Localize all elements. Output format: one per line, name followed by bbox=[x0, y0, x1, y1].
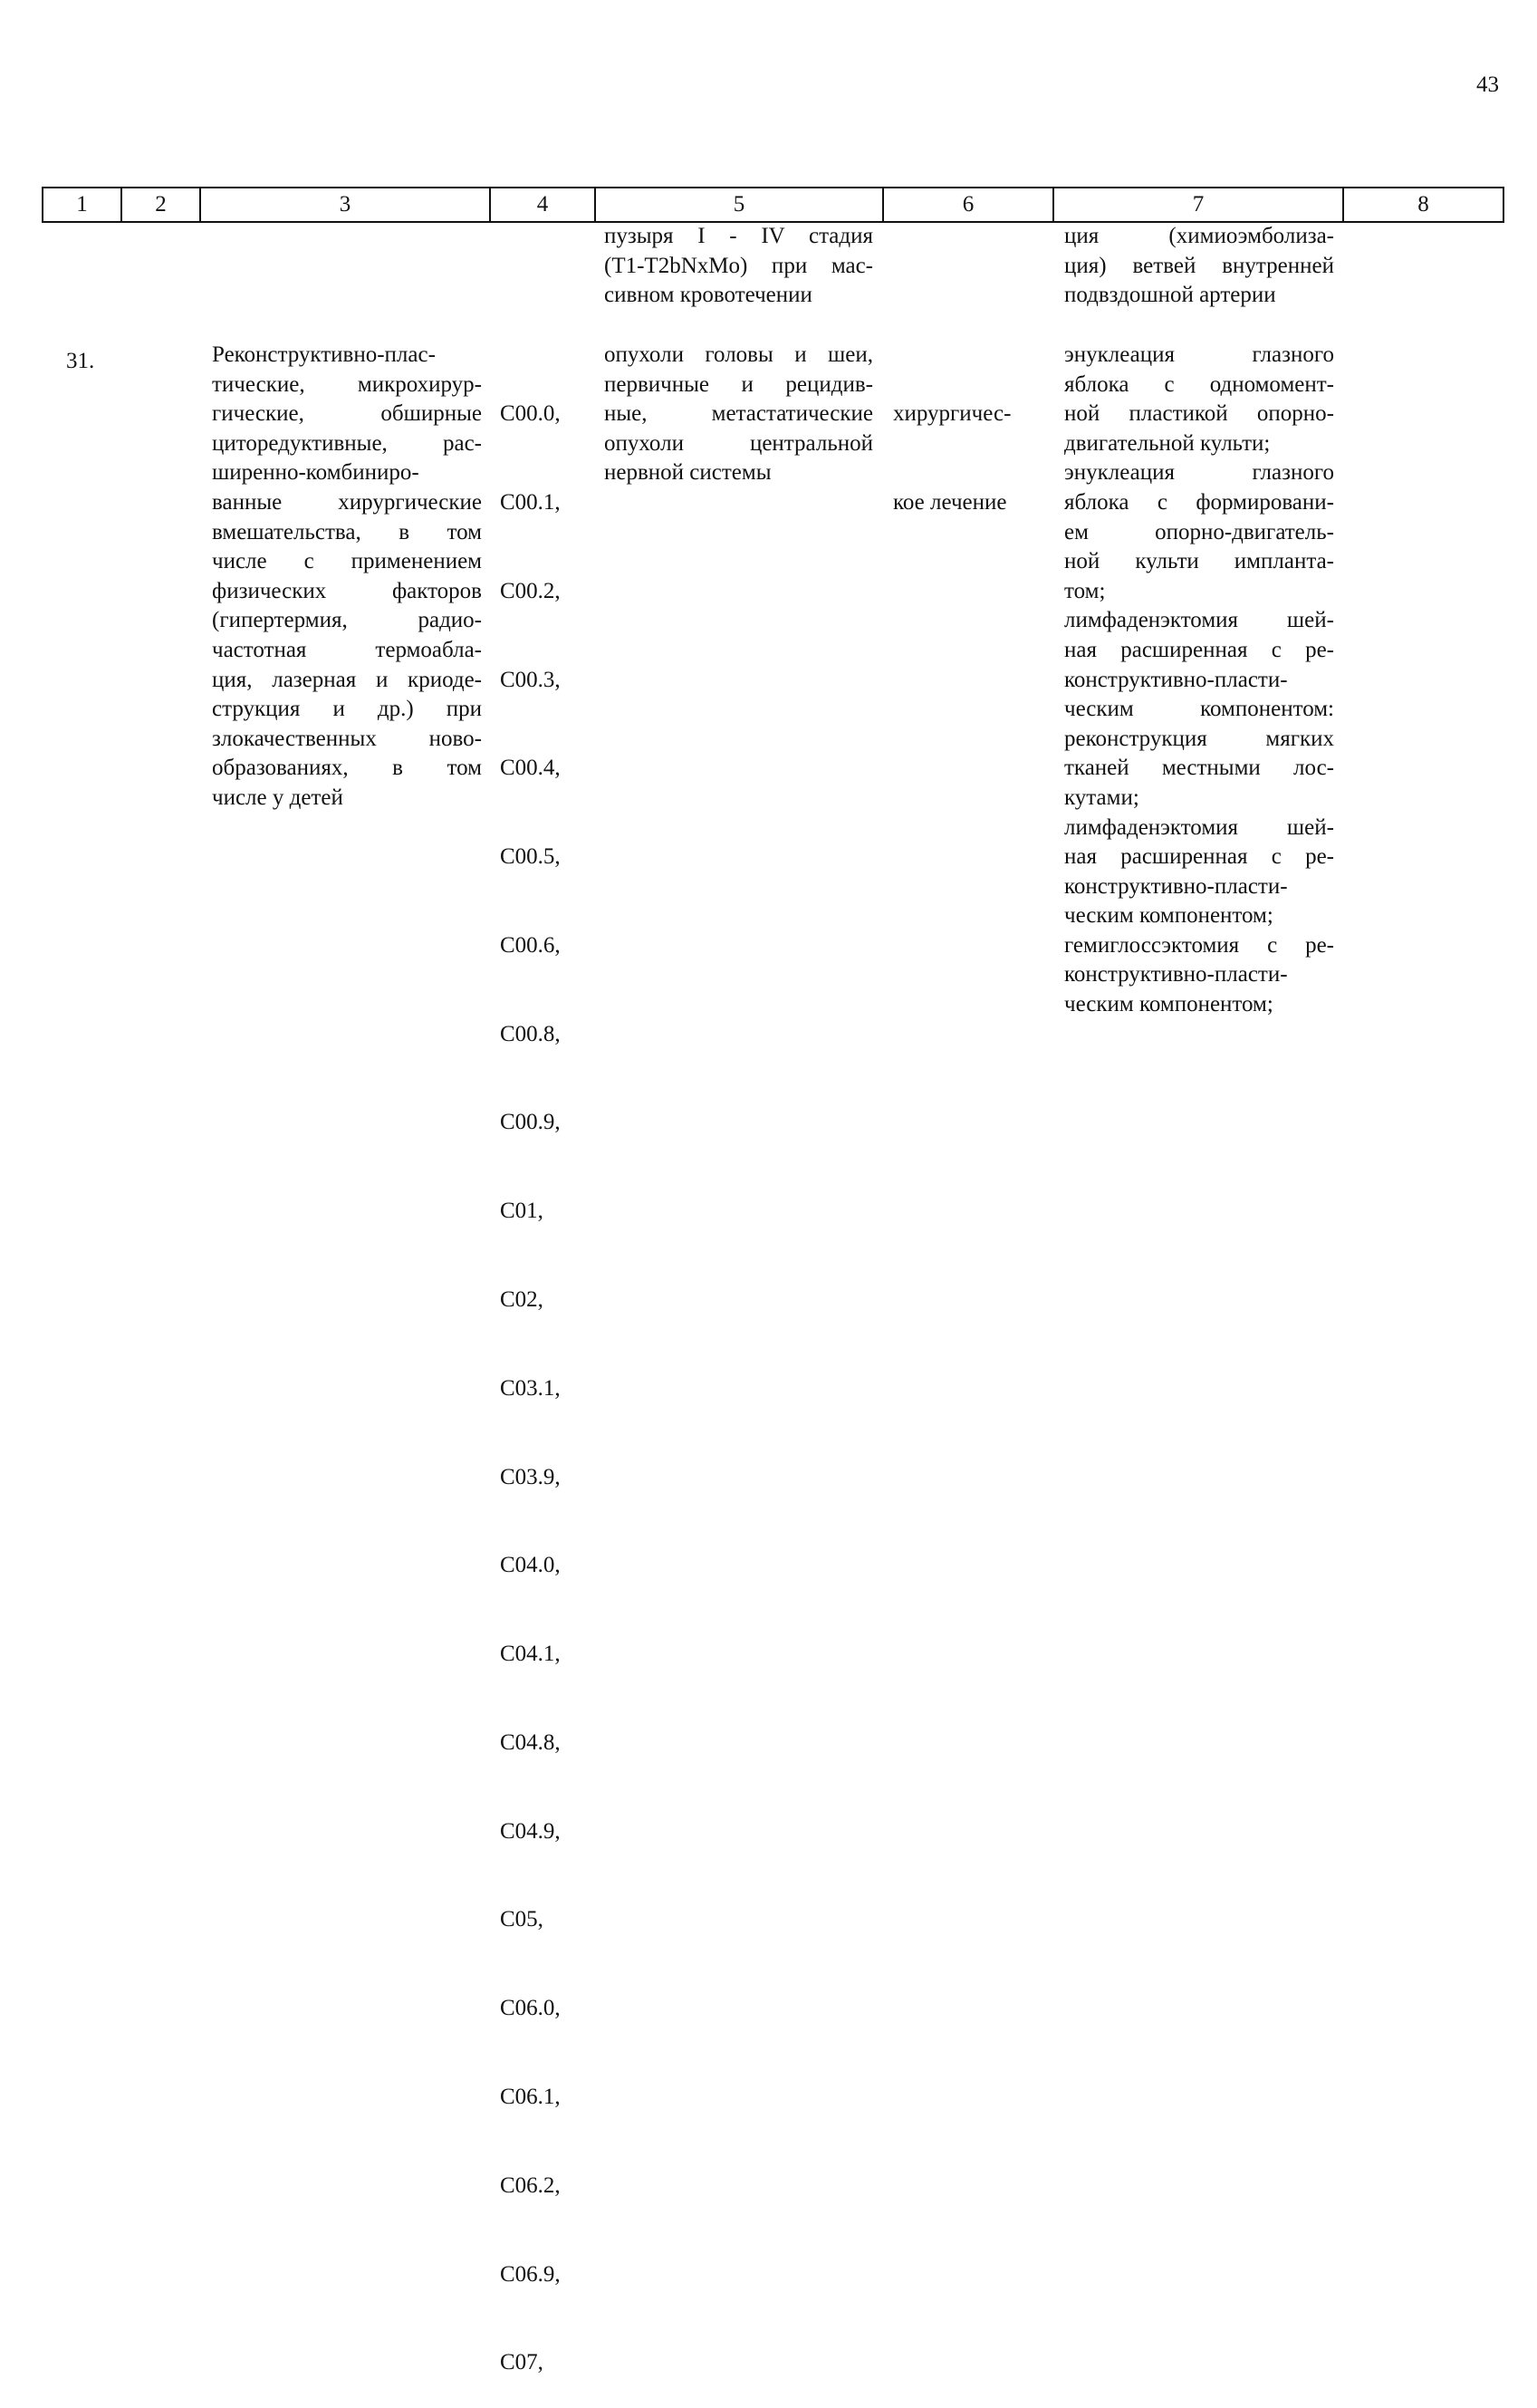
text-line: нервной системы bbox=[604, 460, 772, 486]
text-line: злокачественных ново- bbox=[212, 726, 482, 751]
row-number: 31. bbox=[66, 349, 95, 373]
text-line: энуклеация глазного bbox=[1064, 342, 1334, 367]
icd-code: C00.9, bbox=[500, 1110, 561, 1135]
text-line: первичные и рецидив- bbox=[604, 371, 873, 397]
text-line: ем опорно-двигатель- bbox=[1064, 519, 1334, 544]
text-line: (гипертермия, радио- bbox=[212, 608, 482, 633]
icd-code: C00.4, bbox=[500, 756, 561, 781]
text-line: ция, лазерная и криоде- bbox=[212, 667, 482, 692]
text-line: вмешательства, в том bbox=[212, 519, 482, 544]
icd-code: C06.1, bbox=[500, 2085, 561, 2110]
text-line: сивном кровотечении bbox=[604, 283, 812, 308]
icd-code: C05, bbox=[500, 1907, 543, 1932]
text-line: кое лечение bbox=[893, 489, 1007, 515]
text-line: опухоли головы и шеи, bbox=[604, 342, 873, 367]
text-line: конструктивно-пласти- bbox=[1064, 962, 1288, 987]
icd-code: C00.8, bbox=[500, 1021, 561, 1046]
icd-code: C02, bbox=[500, 1287, 543, 1312]
text-line: циторедуктивные, рас- bbox=[212, 430, 482, 456]
icd-code: C06.0, bbox=[500, 1996, 561, 2021]
text-line: физических факторов bbox=[212, 578, 482, 603]
text-line: ные, метастатические bbox=[604, 401, 873, 427]
text-line: энуклеация глазного bbox=[1064, 460, 1334, 486]
text-line: струкция и др.) при bbox=[212, 697, 482, 722]
text-line: ванные хирургические bbox=[212, 489, 482, 515]
icd-code: C00.1, bbox=[500, 489, 561, 515]
icd-code: C06.2, bbox=[500, 2172, 561, 2198]
icd-code: C03.9, bbox=[500, 1464, 561, 1489]
row31-treatment-type bbox=[893, 341, 1011, 547]
icd-code: C00.3, bbox=[500, 667, 561, 692]
icd-code: C04.1, bbox=[500, 1642, 561, 1667]
text-line: лимфаденэктомия шей- bbox=[1064, 608, 1334, 633]
text-line: (T1-T2bNxMo) при мас- bbox=[604, 253, 873, 278]
icd-code: C00.2, bbox=[500, 578, 561, 603]
text-line: яблока с формировани- bbox=[1064, 489, 1334, 515]
icd-code: C04.9, bbox=[500, 1818, 561, 1844]
icd-code: C00.0, bbox=[500, 401, 561, 427]
text-line: ной культи импланта- bbox=[1064, 549, 1334, 574]
text-line: частотная термоабла- bbox=[212, 637, 482, 662]
icd-code: C04.8, bbox=[500, 1729, 561, 1755]
row31-icd-codes bbox=[500, 341, 561, 2408]
header-col-3: 3 bbox=[199, 187, 491, 223]
text-line: ческим компонентом; bbox=[1064, 903, 1273, 929]
header-col-1: 1 bbox=[42, 187, 122, 223]
header-col-4: 4 bbox=[489, 187, 596, 223]
icd-code: C07, bbox=[500, 2350, 543, 2375]
text-line: яблока с одномомент- bbox=[1064, 371, 1334, 397]
header-col-2: 2 bbox=[120, 187, 201, 223]
header-col-6: 6 bbox=[882, 187, 1054, 223]
text-line: хирургичес- bbox=[893, 401, 1012, 427]
row31-method-text bbox=[212, 341, 482, 814]
text-line: ческим компонентом: bbox=[1064, 697, 1334, 722]
header-col-7: 7 bbox=[1052, 187, 1344, 223]
text-line: ческим компонентом; bbox=[1064, 992, 1273, 1017]
text-line: кутами; bbox=[1064, 785, 1139, 810]
text-line: ной пластикой опорно- bbox=[1064, 401, 1334, 427]
text-line: ная расширенная с ре- bbox=[1064, 844, 1334, 870]
icd-code: C00.5, bbox=[500, 844, 561, 870]
row31-treatment-methods bbox=[1064, 341, 1334, 1020]
continued-col7-text bbox=[1064, 222, 1334, 311]
icd-code: C06.9, bbox=[500, 2261, 561, 2287]
text-line: ширенно-комбиниро- bbox=[212, 460, 419, 486]
text-line: ция) ветвей внутренней bbox=[1064, 253, 1334, 278]
text-line: гические, обширные bbox=[212, 401, 482, 427]
text-line: числе с применением bbox=[212, 549, 482, 574]
text-line: Реконструктивно-плас- bbox=[212, 342, 436, 367]
icd-code: C03.1, bbox=[500, 1375, 561, 1401]
text-line: числе у детей bbox=[212, 785, 343, 810]
icd-code: C00.6, bbox=[500, 932, 561, 958]
text-line: подвздошной артерии bbox=[1064, 283, 1276, 308]
text-line: реконструкция мягких bbox=[1064, 726, 1334, 751]
table-header-row bbox=[42, 187, 1504, 223]
text-line: тические, микрохирур- bbox=[212, 371, 482, 397]
text-line: гемиглоссэктомия с ре- bbox=[1064, 932, 1334, 958]
text-line: конструктивно-пласти- bbox=[1064, 667, 1288, 692]
text-line: ная расширенная с ре- bbox=[1064, 637, 1334, 662]
text-line: конструктивно-пласти- bbox=[1064, 873, 1288, 899]
text-line: опухоли центральной bbox=[604, 430, 873, 456]
text-line: том; bbox=[1064, 578, 1106, 603]
text-line: образованиях, в том bbox=[212, 756, 482, 781]
text-line: лимфаденэктомия шей- bbox=[1064, 814, 1334, 840]
header-col-5: 5 bbox=[594, 187, 884, 223]
row31-diagnosis-text bbox=[604, 341, 873, 488]
text-line: ция (химиоэмболиза- bbox=[1064, 224, 1334, 248]
header-col-8: 8 bbox=[1342, 187, 1504, 223]
icd-code: C04.0, bbox=[500, 1553, 561, 1578]
text-line: тканей местными лос- bbox=[1064, 756, 1334, 781]
page-number: 43 bbox=[1476, 72, 1499, 97]
icd-code: C01, bbox=[500, 1199, 543, 1224]
text-line: пузыря I - IV стадия bbox=[604, 224, 873, 248]
text-line: двигательной культи; bbox=[1064, 430, 1271, 456]
continued-col5-text bbox=[604, 222, 873, 311]
